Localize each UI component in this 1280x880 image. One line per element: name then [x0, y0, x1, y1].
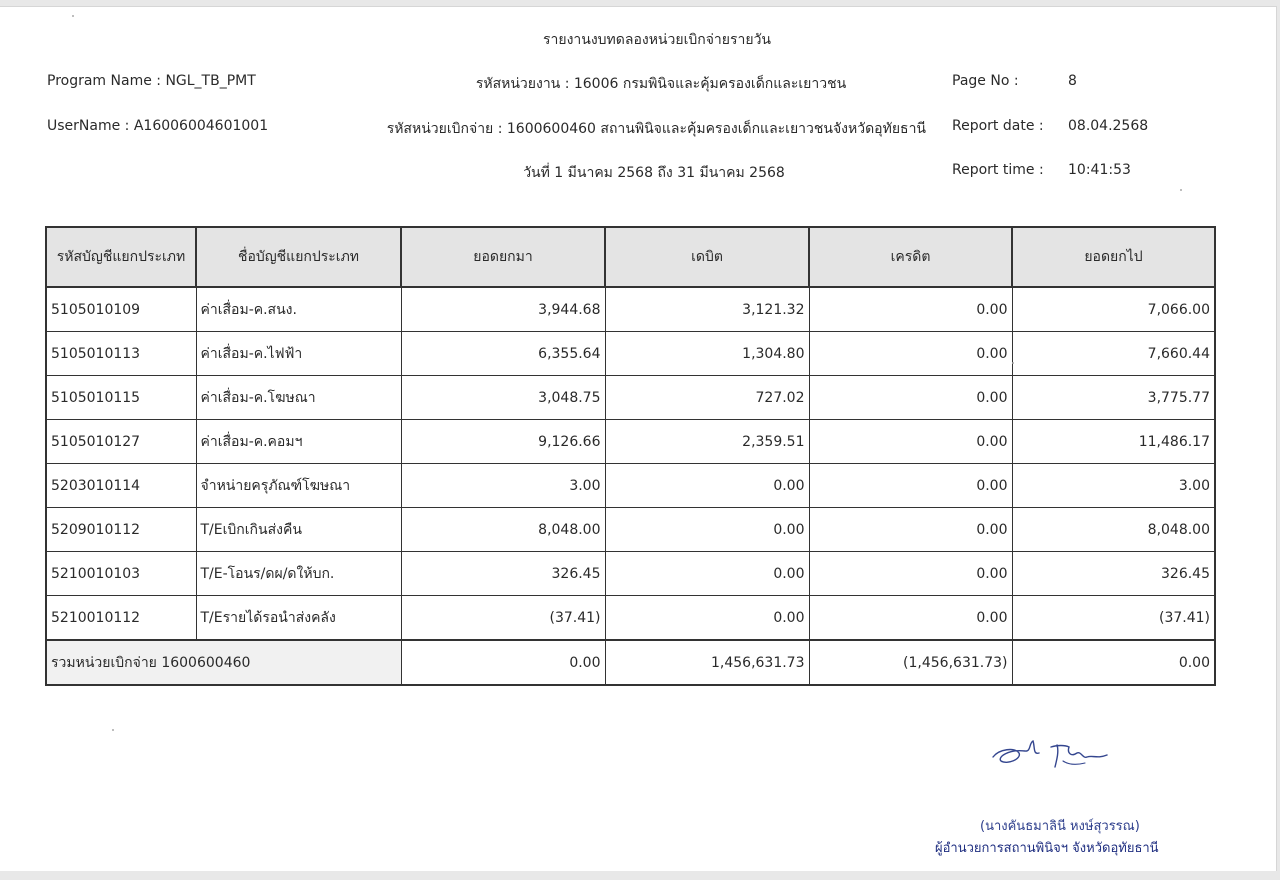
debit-value: 1,304.80 — [605, 332, 809, 376]
account-code: 5105010115 — [46, 376, 196, 420]
credit-value: 0.00 — [809, 508, 1012, 552]
credit-value: 0.00 — [809, 332, 1012, 376]
header-carried-forward: ยอดยกไป — [1012, 227, 1215, 287]
total-row — [46, 640, 1215, 685]
table-row — [46, 552, 1215, 596]
total-label: รวมหน่วยเบิกจ่าย 1600600460 — [46, 640, 401, 685]
report-time-value: 10:41:53 — [1068, 162, 1131, 178]
debit-value: 3,121.32 — [605, 287, 809, 332]
header-debit: เดบิต — [605, 227, 809, 287]
report-page — [0, 6, 1277, 871]
table-row — [46, 508, 1215, 552]
debit-value: 0.00 — [605, 596, 809, 641]
header-account-name: ชื่อบัญชีแยกประเภท — [196, 227, 401, 287]
credit-value: 0.00 — [809, 552, 1012, 596]
account-code: 5105010113 — [46, 332, 196, 376]
header-brought-forward: ยอดยกมา — [401, 227, 605, 287]
account-name: T/E-โอนร/ดผ/ดให้บก. — [196, 552, 401, 596]
brought-forward-value: 3,048.75 — [401, 376, 605, 420]
carried-forward-value: 7,660.44 — [1012, 332, 1215, 376]
trial-balance-table — [45, 226, 1216, 686]
account-code: 5105010127 — [46, 420, 196, 464]
report-time-label: Report time : — [952, 162, 1044, 178]
total-debit: 1,456,631.73 — [605, 640, 809, 685]
carried-forward-value: 11,486.17 — [1012, 420, 1215, 464]
page-no-label: Page No : — [952, 73, 1019, 89]
signer-title: ผู้อำนวยการสถานพินิจฯ จังหวัดอุทัยธานี — [935, 841, 1159, 856]
credit-value: 0.00 — [809, 287, 1012, 332]
scan-speck — [72, 15, 74, 17]
account-code: 5105010109 — [46, 287, 196, 332]
account-name: จำหน่ายครุภัณฑ์โฆษณา — [196, 464, 401, 508]
table-header-row — [46, 227, 1215, 287]
brought-forward-value: 9,126.66 — [401, 420, 605, 464]
credit-value: 0.00 — [809, 596, 1012, 641]
debit-value: 0.00 — [605, 508, 809, 552]
scan-speck — [1180, 189, 1182, 191]
credit-value: 0.00 — [809, 464, 1012, 508]
account-code: 5210010112 — [46, 596, 196, 641]
brought-forward-value: (37.41) — [401, 596, 605, 641]
account-code: 5210010103 — [46, 552, 196, 596]
brought-forward-value: 3.00 — [401, 464, 605, 508]
report-title: รายงานงบทดลองหน่วยเบิกจ่ายรายวัน — [542, 32, 771, 48]
brought-forward-value: 6,355.64 — [401, 332, 605, 376]
report-date-value: 08.04.2568 — [1068, 118, 1149, 134]
carried-forward-value: 7,066.00 — [1012, 287, 1215, 332]
carried-forward-value: (37.41) — [1012, 596, 1215, 641]
brought-forward-value: 3,944.68 — [401, 287, 605, 332]
carried-forward-value: 8,048.00 — [1012, 508, 1215, 552]
signer-name: (นางคันธมาลินี หงษ์สุวรรณ) — [980, 819, 1140, 834]
carried-forward-value: 3,775.77 — [1012, 376, 1215, 420]
scan-speck — [1012, 362, 1014, 364]
carried-forward-value: 3.00 — [1012, 464, 1215, 508]
carried-forward-value: 326.45 — [1012, 552, 1215, 596]
debit-value: 727.02 — [605, 376, 809, 420]
total-brought-forward: 0.00 — [401, 640, 605, 685]
table-row — [46, 287, 1215, 332]
header-credit: เครดิต — [809, 227, 1012, 287]
table-row — [46, 596, 1215, 641]
account-code: 5203010114 — [46, 464, 196, 508]
account-name: T/Eเบิกเกินส่งคืน — [196, 508, 401, 552]
debit-value: 0.00 — [605, 552, 809, 596]
table-row — [46, 332, 1215, 376]
credit-value: 0.00 — [809, 420, 1012, 464]
total-carried-forward: 0.00 — [1012, 640, 1215, 685]
page-no-value: 8 — [1068, 73, 1077, 89]
report-date-label: Report date : — [952, 118, 1044, 134]
header-account-code: รหัสบัญชีแยกประเภท — [46, 227, 196, 287]
scan-speck — [112, 729, 114, 731]
disbursing-unit: รหัสหน่วยเบิกจ่าย : 1600600460 สถานพินิจและคุ้มครองเด็กและเยาวชนจังหวัดอุทัยธานี — [386, 121, 926, 137]
debit-value: 2,359.51 — [605, 420, 809, 464]
handwritten-signature — [985, 735, 1125, 795]
account-name: T/Eรายได้รอนำส่งคลัง — [196, 596, 401, 641]
account-name: ค่าเสื่อม-ค.สนง. — [196, 287, 401, 332]
total-credit: (1,456,631.73) — [809, 640, 1012, 685]
account-name: ค่าเสื่อม-ค.คอมฯ — [196, 420, 401, 464]
username: UserName : A16006004601001 — [47, 118, 269, 134]
account-code: 5209010112 — [46, 508, 196, 552]
brought-forward-value: 8,048.00 — [401, 508, 605, 552]
table-row — [46, 464, 1215, 508]
program-name: Program Name : NGL_TB_PMT — [47, 73, 256, 89]
account-name: ค่าเสื่อม-ค.ไฟฟ้า — [196, 332, 401, 376]
table-row — [46, 420, 1215, 464]
table-row — [46, 376, 1215, 420]
report-period: วันที่ 1 มีนาคม 2568 ถึง 31 มีนาคม 2568 — [523, 165, 785, 181]
credit-value: 0.00 — [809, 376, 1012, 420]
debit-value: 0.00 — [605, 464, 809, 508]
agency-code: รหัสหน่วยงาน : 16006 กรมพินิจและคุ้มครองเด็กและเยาวชน — [475, 76, 847, 92]
account-name: ค่าเสื่อม-ค.โฆษณา — [196, 376, 401, 420]
brought-forward-value: 326.45 — [401, 552, 605, 596]
